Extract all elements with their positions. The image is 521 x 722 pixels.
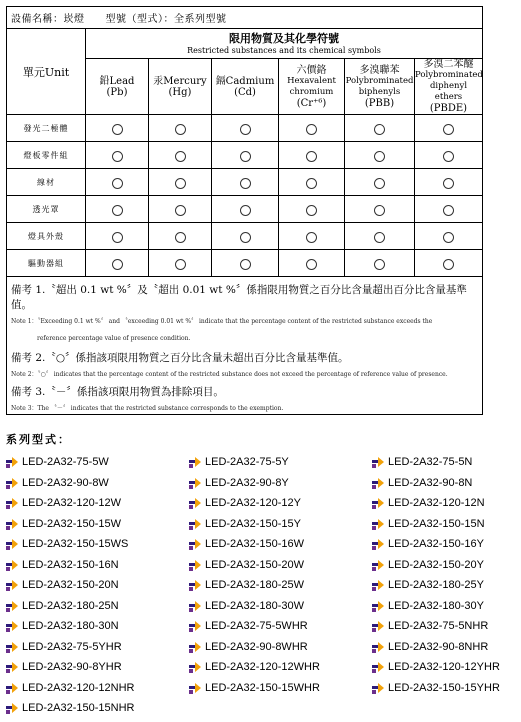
model-item (189, 596, 372, 617)
model-name: LED-2A32-120-12N (388, 497, 485, 510)
model-name: LED-2A32-150-15WHR (205, 681, 320, 694)
circle-mark-icon (240, 232, 251, 243)
model-item (189, 555, 372, 576)
model-name: LED-2A32-75-5W (22, 456, 109, 469)
model-name: LED-2A32-150-16N (22, 558, 119, 571)
substance-cell (149, 223, 212, 250)
model-name: LED-2A32-150-16W (205, 538, 305, 551)
model-item (6, 637, 189, 658)
circle-mark-icon (443, 232, 454, 243)
model-name: LED-2A32-75-5N (388, 456, 473, 469)
model-item (372, 657, 518, 678)
table-row (7, 223, 483, 250)
circle-mark-icon (112, 205, 123, 216)
col-pbb-en1: Polybrominated (345, 75, 414, 86)
circle-mark-icon (374, 151, 385, 162)
substance-cell (86, 142, 149, 169)
model-item (189, 514, 372, 535)
arrow-bullet-icon (189, 620, 201, 632)
circle-mark-icon (374, 178, 385, 189)
model-name: LED-2A32-90-8NHR (388, 640, 489, 653)
table-row (7, 115, 483, 142)
model-item (6, 575, 189, 596)
circle-mark-icon (443, 259, 454, 270)
model-name: LED-2A32-150-15NHR (22, 702, 135, 715)
substance-cell (345, 223, 415, 250)
substance-cell (86, 196, 149, 223)
model-name: LED-2A32-75-5NHR (388, 620, 489, 633)
table-row (7, 250, 483, 277)
model-name: LED-2A32-75-5WHR (205, 620, 308, 633)
model-name: LED-2A32-150-16Y (388, 538, 485, 551)
circle-mark-icon (374, 259, 385, 270)
substance-cell (149, 250, 212, 277)
model-item (189, 493, 372, 514)
model-name: LED-2A32-180-25N (22, 599, 119, 612)
model-item (189, 678, 372, 699)
substance-cell (149, 115, 212, 142)
rohs-declaration-table (6, 6, 483, 415)
model-item (189, 534, 372, 555)
col-pbb-en2: biphenyls (358, 86, 401, 97)
circle-mark-icon (443, 124, 454, 135)
circle-mark-icon (175, 124, 186, 135)
substance-cell (279, 196, 345, 223)
row-label: 透光罩 (7, 196, 86, 223)
model-item (372, 637, 518, 658)
arrow-bullet-icon (6, 477, 18, 489)
model-name: LED-2A32-180-30Y (388, 599, 485, 612)
col-mercury-name: 汞Mercury (153, 75, 207, 87)
table-body (7, 115, 483, 277)
model-item (6, 473, 189, 494)
series-title: 系列型式： (6, 433, 71, 446)
table-row (7, 142, 483, 169)
note-1: Note 1：〝Exceeding 0.1 wt %〞 and 〝exceeding 0.01 wt %〞 indicate that the percentage content of the restricted substance exceeds the (11, 318, 433, 325)
arrow-bullet-icon (6, 456, 18, 468)
row-label: 發光二極體 (7, 115, 86, 142)
model-name: LED-2A32-180-30W (205, 599, 305, 612)
model-item (189, 616, 372, 637)
substance-cell (212, 115, 279, 142)
substance-cell (279, 250, 345, 277)
model-item (189, 637, 372, 658)
arrow-bullet-icon (372, 641, 384, 653)
model-item (372, 514, 518, 535)
model-item (372, 452, 518, 473)
arrow-bullet-icon (189, 641, 201, 653)
model-name: LED-2A32-180-25Y (388, 579, 485, 592)
arrow-bullet-icon (372, 538, 384, 550)
model-name: LED-2A32-90-8Y (205, 476, 289, 489)
model-item (372, 575, 518, 596)
model-item (372, 678, 518, 699)
arrow-bullet-icon (189, 538, 201, 550)
substance-cell (279, 142, 345, 169)
circle-mark-icon (443, 178, 454, 189)
model-name: LED-2A32-120-12WHR (205, 661, 320, 674)
model-name: LED-2A32-150-20Y (388, 558, 485, 571)
model-item (372, 534, 518, 555)
note-1-cont: reference percentage value of presence condition. (37, 335, 191, 342)
col-cr-en2: chromium (289, 86, 334, 97)
col-mercury-symbol: (Hg) (168, 86, 192, 98)
circle-mark-icon (175, 259, 186, 270)
model-name: LED-2A32-180-30N (22, 620, 119, 633)
col-pbb-symbol: (PBB) (364, 97, 395, 109)
substance-cell (212, 196, 279, 223)
col-cadmium-symbol: (Cd) (234, 86, 256, 98)
circle-mark-icon (175, 205, 186, 216)
col-lead-symbol: (Pb) (106, 86, 128, 98)
substance-cell (415, 196, 483, 223)
arrow-bullet-icon (6, 641, 18, 653)
arrow-bullet-icon (189, 559, 201, 571)
substance-cell (345, 196, 415, 223)
model-name: LED-2A32-120-12Y (205, 497, 302, 510)
circle-mark-icon (374, 205, 385, 216)
model-item (6, 514, 189, 535)
col-cadmium-name: 鎘Cadmium (215, 75, 275, 87)
substance-cell (345, 250, 415, 277)
arrow-bullet-icon (6, 518, 18, 530)
model-name: LED-2A32-90-8N (388, 476, 473, 489)
substance-cell (279, 223, 345, 250)
remarks-section (7, 277, 483, 415)
arrow-bullet-icon (6, 661, 18, 673)
circle-mark-icon (175, 151, 186, 162)
arrow-bullet-icon (372, 518, 384, 530)
circle-mark-icon (112, 178, 123, 189)
model-item (6, 616, 189, 637)
note-2: Note 2：〝○〞 indicates that the percentage content of the restricted substance does not exceed the percentage of reference value of presence. (11, 371, 448, 378)
col-cr-en1: Hexavalent (287, 75, 336, 86)
substance-cell (345, 142, 415, 169)
arrow-bullet-icon (372, 620, 384, 632)
substance-cell (415, 115, 483, 142)
substance-cell (415, 250, 483, 277)
arrow-bullet-icon (372, 497, 384, 509)
substance-cell (212, 223, 279, 250)
arrow-bullet-icon (189, 497, 201, 509)
circle-mark-icon (240, 205, 251, 216)
arrow-bullet-icon (372, 477, 384, 489)
col-cr-symbol: (Cr⁺⁶) (296, 97, 327, 109)
circle-mark-icon (112, 259, 123, 270)
circle-mark-icon (306, 232, 317, 243)
model-item (372, 616, 518, 637)
note-3: Note 3：The 〝－〞 indicates that the restricted substance corresponds to the exemption. (11, 405, 284, 412)
arrow-bullet-icon (372, 579, 384, 591)
substance-cell (345, 169, 415, 196)
arrow-bullet-icon (189, 579, 201, 591)
col-pbde-en2: diphenyl ethers (429, 81, 468, 102)
model-item (6, 452, 189, 473)
col-cadmium (212, 59, 279, 115)
model-name: LED-2A32-150-20W (205, 558, 305, 571)
arrow-bullet-icon (189, 600, 201, 612)
table-row (7, 196, 483, 223)
substance-cell (86, 169, 149, 196)
circle-mark-icon (306, 259, 317, 270)
arrow-bullet-icon (372, 559, 384, 571)
arrow-bullet-icon (6, 682, 18, 694)
model-item (189, 452, 372, 473)
model-name: LED-2A32-120-12YHR (388, 661, 500, 674)
row-label: 燈具外殼 (7, 223, 86, 250)
model-name: LED-2A32-150-15W (22, 517, 122, 530)
circle-mark-icon (306, 178, 317, 189)
row-label: 驅動器組 (7, 250, 86, 277)
model-name: LED-2A32-120-12NHR (22, 681, 135, 694)
circle-mark-icon (306, 124, 317, 135)
model-item (6, 657, 189, 678)
remark-3: 備考 3.〝－〞係指該項限用物質為排除項目。 (11, 386, 224, 398)
circle-mark-icon (240, 178, 251, 189)
arrow-bullet-icon (6, 497, 18, 509)
col-cr-name: 六價鉻 (296, 64, 327, 76)
col-mercury (149, 59, 212, 115)
model-name: LED-2A32-150-15YHR (388, 681, 500, 694)
circle-mark-icon (374, 124, 385, 135)
circle-mark-icon (306, 205, 317, 216)
col-pbde-name: 多溴二苯醚 (423, 59, 474, 70)
model-item (372, 555, 518, 576)
circle-mark-icon (374, 232, 385, 243)
model-item (189, 657, 372, 678)
model-name: LED-2A32-90-8WHR (205, 640, 308, 653)
model-item (6, 698, 189, 719)
arrow-bullet-icon (6, 600, 18, 612)
col-lead (86, 59, 149, 115)
unit-header: 單元Unit (7, 29, 86, 115)
model-name: LED-2A32-90-8YHR (22, 661, 122, 674)
arrow-bullet-icon (6, 538, 18, 550)
model-item (6, 678, 189, 699)
model-name: LED-2A32-75-5YHR (22, 640, 122, 653)
substance-cell (212, 169, 279, 196)
circle-mark-icon (112, 232, 123, 243)
remark-2: 備考 2.〝○〞係指該項限用物質之百分比含量未超出百分比含量基準值。 (11, 352, 349, 364)
col-hexavalent-chromium (279, 59, 345, 115)
model-item (372, 596, 518, 617)
circle-mark-icon (443, 151, 454, 162)
col-pbde-en1: Polybrominated (415, 70, 483, 80)
arrow-bullet-icon (189, 518, 201, 530)
col-pbb-name: 多溴聯苯 (359, 64, 400, 76)
model-name: LED-2A32-180-25W (205, 579, 305, 592)
substance-cell (86, 223, 149, 250)
substance-cell (86, 115, 149, 142)
model-item (189, 575, 372, 596)
model-item (189, 473, 372, 494)
remark-1: 備考 1.〝超出 0.1 wt %〞及〝超出 0.01 wt %〞係指限用物質之百分比含量超出百分比含量基準值。 (11, 284, 467, 311)
substance-cell (279, 115, 345, 142)
col-lead-name: 鉛Lead (99, 75, 135, 87)
model-name: LED-2A32-90-8W (22, 476, 109, 489)
substance-cell (86, 250, 149, 277)
circle-mark-icon (112, 124, 123, 135)
circle-mark-icon (175, 232, 186, 243)
arrow-bullet-icon (372, 600, 384, 612)
substance-cell (212, 250, 279, 277)
arrow-bullet-icon (189, 477, 201, 489)
substances-header (86, 29, 483, 59)
arrow-bullet-icon (189, 456, 201, 468)
model-item (6, 555, 189, 576)
model-item (372, 473, 518, 494)
arrow-bullet-icon (189, 682, 201, 694)
arrow-bullet-icon (372, 682, 384, 694)
arrow-bullet-icon (6, 559, 18, 571)
substance-cell (149, 196, 212, 223)
substance-cell (415, 223, 483, 250)
substance-cell (149, 169, 212, 196)
col-pbb (345, 59, 415, 115)
model-item (372, 493, 518, 514)
model-item (6, 596, 189, 617)
col-pbde (415, 59, 483, 115)
col-pbde-symbol: (PBDE) (429, 103, 468, 114)
equipment-title: 設備名稱：崁燈 型號（型式）：全系列型號 (7, 7, 483, 29)
substances-header-en: Restricted substances and its chemical symbols (187, 45, 381, 55)
circle-mark-icon (112, 151, 123, 162)
row-label: 線材 (7, 169, 86, 196)
circle-mark-icon (175, 178, 186, 189)
model-list (6, 452, 518, 719)
circle-mark-icon (240, 259, 251, 270)
substance-cell (279, 169, 345, 196)
arrow-bullet-icon (372, 456, 384, 468)
model-name: LED-2A32-150-20N (22, 579, 119, 592)
substance-cell (415, 169, 483, 196)
row-label: 燈板零件組 (7, 142, 86, 169)
circle-mark-icon (240, 124, 251, 135)
substance-cell (212, 142, 279, 169)
substance-cell (345, 115, 415, 142)
arrow-bullet-icon (6, 579, 18, 591)
model-name: LED-2A32-150-15WS (22, 538, 129, 551)
model-item (6, 493, 189, 514)
circle-mark-icon (443, 205, 454, 216)
substances-header-zh: 限用物質及其化學符號 (229, 31, 339, 45)
model-name: LED-2A32-75-5Y (205, 456, 289, 469)
circle-mark-icon (240, 151, 251, 162)
model-item (6, 534, 189, 555)
circle-mark-icon (306, 151, 317, 162)
arrow-bullet-icon (372, 661, 384, 673)
model-name: LED-2A32-120-12W (22, 497, 122, 510)
model-name: LED-2A32-150-15N (388, 517, 485, 530)
arrow-bullet-icon (189, 661, 201, 673)
model-name: LED-2A32-150-15Y (205, 517, 302, 530)
substance-cell (149, 142, 212, 169)
table-row (7, 169, 483, 196)
substance-cell (415, 142, 483, 169)
arrow-bullet-icon (6, 702, 18, 714)
arrow-bullet-icon (6, 620, 18, 632)
